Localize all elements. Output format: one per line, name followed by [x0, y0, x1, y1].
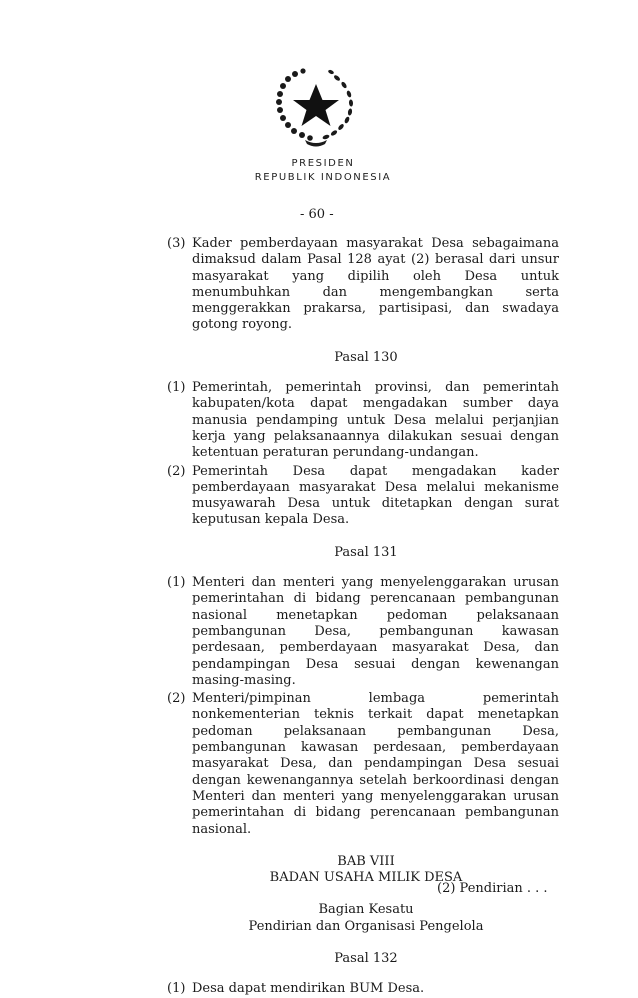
- paragraph-item: [167, 691, 559, 838]
- bab-number: BAB VIII: [337, 853, 395, 869]
- paragraph-item: [167, 380, 559, 461]
- paragraph-item: [167, 464, 559, 529]
- garuda-star-emblem: [275, 66, 357, 150]
- item-number: (1): [167, 981, 186, 997]
- continuation-marker: (2) Pendirian . . .: [437, 881, 548, 896]
- item-number: (1): [167, 380, 186, 396]
- item-number: (1): [167, 575, 186, 591]
- paragraph-item: [167, 236, 559, 334]
- header-title-presiden: PRESIDEN: [291, 158, 355, 169]
- header-title-republik: REPUBLIK INDONESIA: [254, 172, 392, 183]
- item-text: Pemerintah Desa dapat mengadakan kader pemberdayaan masyarakat Desa melalui mekanisme musyawarah Desa untuk ditetapkan dengan surat keputusan kepala Desa.: [192, 463, 559, 528]
- item-number: (2): [167, 691, 186, 707]
- pasal-heading: Pasal 131: [334, 544, 398, 560]
- paragraph-item: [167, 575, 559, 689]
- item-text: Menteri dan menteri yang menyelenggarakan urusan pemerintahan di bidang perencanaan pembangunan nasional menetapkan pedoman pelaksanaan pembangunan Desa, pembangunan kawasan perdesaan, pemberdayaan masyarakat Desa, dan pendampingan Desa sesuai dengan kewenangan masing-masing.: [192, 575, 559, 688]
- item-text: Desa dapat mendirikan BUM Desa.: [192, 981, 425, 997]
- bagian-number: Bagian Kesatu: [318, 902, 414, 918]
- item-number: (3): [167, 236, 186, 251]
- bagian-title: Pendirian dan Organisasi Pengelola: [248, 918, 484, 934]
- item-number: (2): [167, 463, 186, 479]
- pasal-heading: Pasal 132: [334, 950, 398, 966]
- item-text: Kader pemberdayaan masyarakat Desa sebagaimana dimaksud dalam Pasal 128 ayat (2) berasal dari unsur masyarakat yang dipilih oleh Desa untuk menumbuhkan dan mengembangkan serta menggerakkan prakarsa, partisipasi, dan swadaya gotong royong.: [192, 236, 559, 333]
- bab-title: BADAN USAHA MILIK DESA: [269, 870, 463, 886]
- item-text: Menteri/pimpinan lembaga pemerintah nonkementerian teknis terkait dapat menetapkan pedoman pelaksanaan pembangunan Desa, pembangunan kawasan perdesaan, pemberdayaan masyarakat Desa, dan pendampingan Desa sesuai dengan kewenangannya setelah berkoordinasi dengan Menteri dan menteri yang menyelenggarakan urusan pemerintahan di bidang perencanaan pembangunan nasional.: [192, 691, 559, 837]
- item-text: Pemerintah, pemerintah provinsi, dan pemerintah kabupaten/kota dapat mengadakan sumber daya manusia pendamping untuk Desa melalui perjanjian kerja yang pelaksanaannya dilakukan sesuai dengan ketentuan peraturan perundang-undangan.: [192, 380, 559, 461]
- page-number: - 60 -: [300, 207, 334, 222]
- pasal-heading: Pasal 130: [334, 349, 398, 365]
- paragraph-item: [167, 981, 559, 997]
